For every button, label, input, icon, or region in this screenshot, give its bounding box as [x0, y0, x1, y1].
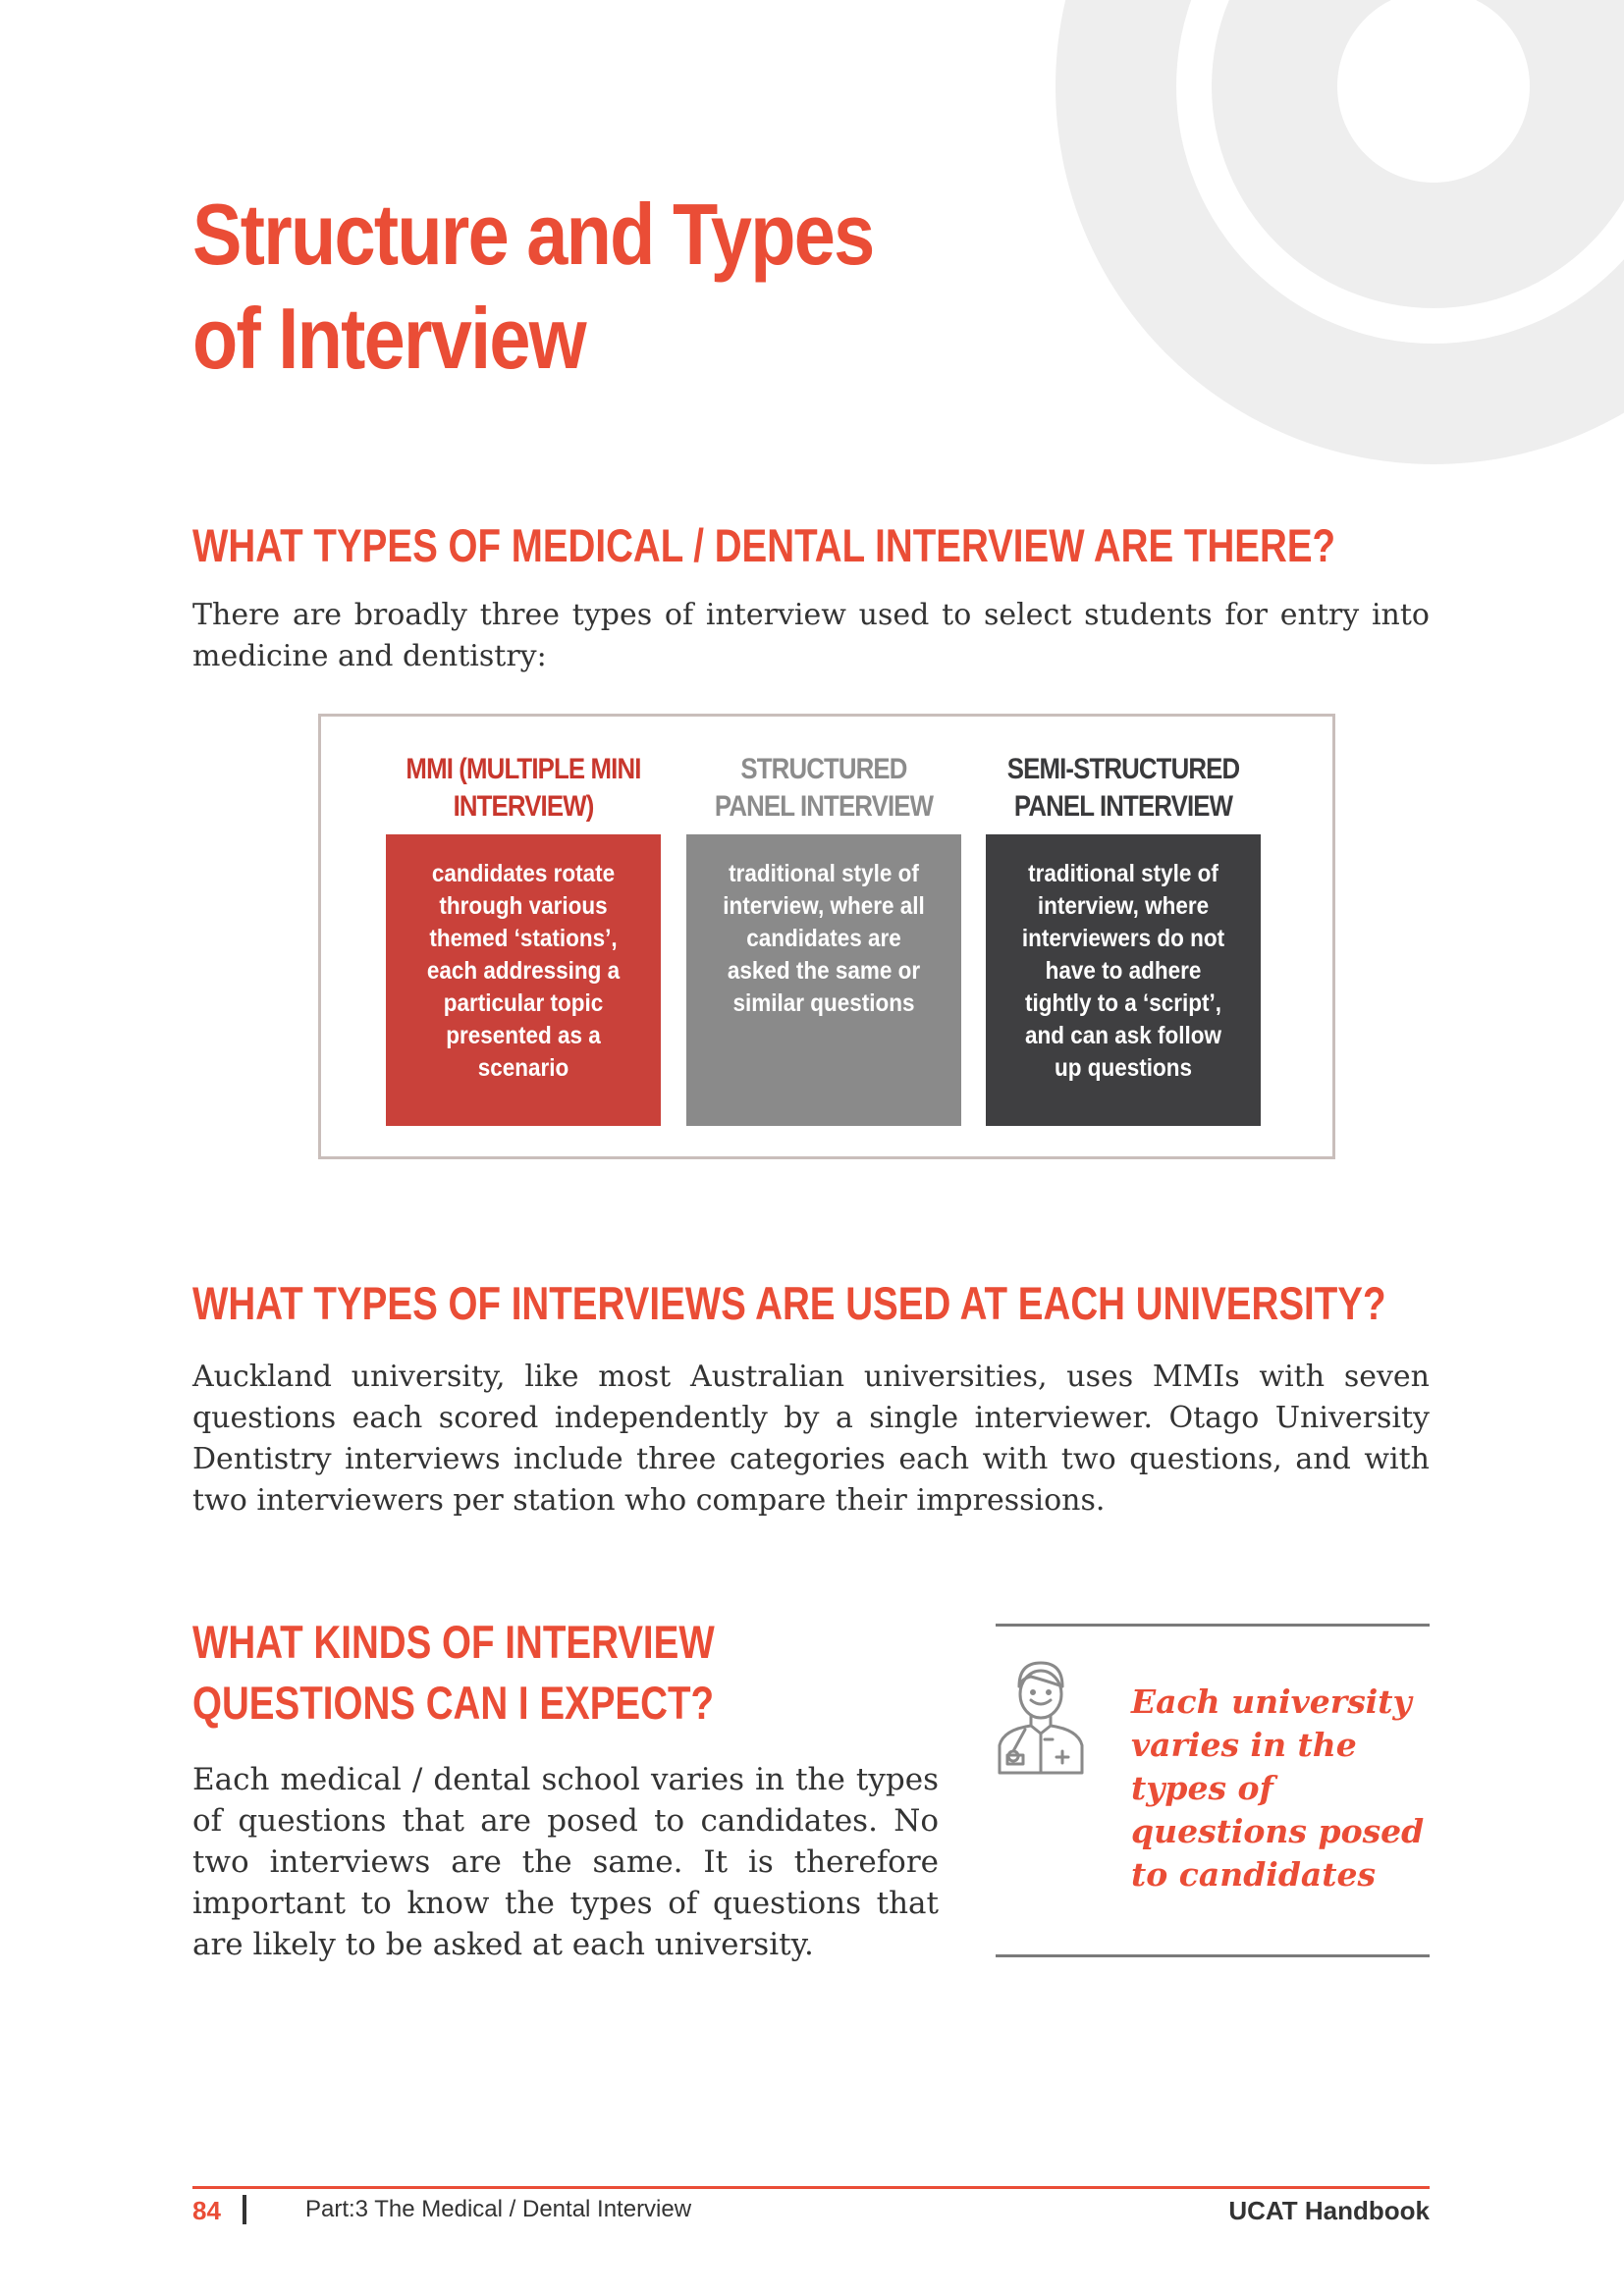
interview-type-description: candidates rotate through various themed ‘stations’, each addressing a particular topic presented as a scenario — [426, 860, 621, 1082]
interview-type-title-structured: STRUCTURED PANEL INTERVIEW — [714, 753, 934, 823]
page-title: Structure and Types of Interview — [192, 186, 874, 387]
section-intro-types: There are broadly three types of interview used to select students for entry into medicine and dentistry: — [192, 598, 1430, 673]
interview-types-box — [318, 714, 1335, 1159]
footer-part-title: Part:3 The Medical / Dental Interview — [305, 2196, 692, 2222]
section-heading-types: WHAT TYPES OF MEDICAL / DENTAL INTERVIEW ARE THERE? — [192, 519, 1336, 571]
page-number: 84 — [192, 2196, 221, 2225]
section-body-universities: Auckland university, like most Australian universities, uses MMIs with seven questions each scored independently by a single interviewer. Otago University Dentistry interviews include three categories each with two questions, and with two interviewers per station who compare their impressions. — [192, 1360, 1430, 1518]
footer-separator — [243, 2195, 246, 2224]
footer-book-title: UCAT Handbook — [1228, 2196, 1430, 2225]
interview-type-description: traditional style of interview, where interviewers do not have to adhere tightly to a ‘script’, and can ask follow up questions — [1021, 860, 1225, 1082]
heading-line: QUESTIONS CAN I EXPECT? — [192, 1677, 715, 1729]
heading-line: WHAT KINDS OF INTERVIEW — [192, 1616, 715, 1668]
section-heading-universities: WHAT TYPES OF INTERVIEWS ARE USED AT EACH UNIVERSITY? — [192, 1277, 1386, 1329]
callout-text: Each university varies in the types of questions posed to candidates — [1131, 1682, 1425, 1894]
section-body-questions: Each medical / dental school varies in the types of questions that are posed to candidates. No two interviews are the same. It is therefore important to know the types of questions that are likely to be asked at each university. — [192, 1762, 939, 1962]
doctor-icon — [992, 1657, 1090, 1775]
interview-type-title-mmi: MMI (MULTIPLE MINI INTERVIEW) — [406, 753, 641, 823]
section-heading-questions — [192, 1612, 715, 1734]
interview-type-card-semi-structured — [986, 834, 1261, 1126]
interview-type-description: traditional style of interview, where all candidates are asked the same or similar questions — [723, 860, 925, 1017]
interview-type-title-semi-structured: SEMI-STRUCTURED PANEL INTERVIEW — [1006, 753, 1240, 823]
footer-divider — [192, 2186, 1430, 2189]
callout-divider-bottom — [996, 1954, 1430, 1957]
interview-type-card-mmi — [386, 834, 661, 1126]
callout-divider-top — [996, 1624, 1430, 1627]
interview-type-card-structured — [686, 834, 961, 1126]
